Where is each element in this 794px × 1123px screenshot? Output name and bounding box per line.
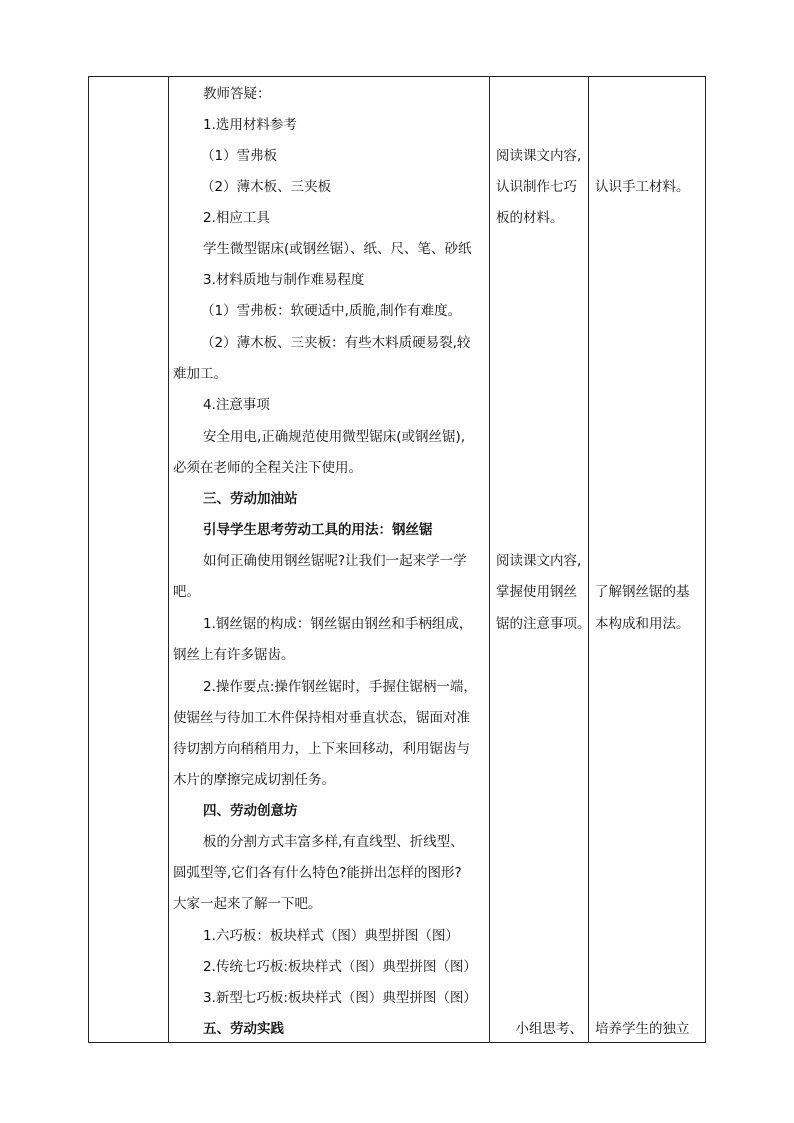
material-item-3b-line1: （2）薄木板、三夹板：有些木料质硬易裂,较 xyxy=(201,335,471,351)
material-item-1: 1.选用材料参考 xyxy=(203,117,297,133)
paragraph-2-line2: 钢丝上有许多锯齿。 xyxy=(173,647,295,663)
tangram-item-1: 1.六巧板：板块样式（图）典型拼图（图） xyxy=(203,928,459,944)
section-heading-4: 四、劳动创意坊 xyxy=(203,803,298,819)
material-item-3b-line2: 难加工。 xyxy=(173,366,227,382)
paragraph-3-line1: 2.操作要点:操作钢丝锯时，手握住锯柄一端， xyxy=(203,679,477,695)
material-item-3: 3.材料质地与制作难易程度 xyxy=(203,272,365,288)
student-activity-1-line3: 板的材料。 xyxy=(496,210,564,226)
design-intent-2-line1: 了解钢丝锯的基 xyxy=(595,584,690,600)
material-item-2-text: 学生微型锯床(或钢丝锯）、纸、尺、笔、砂纸 xyxy=(203,241,472,257)
paragraph-3-line2: 使锯丝与待加工木件保持相对垂直状态，锯面对准 xyxy=(173,710,470,726)
paragraph-4-line3: 大家一起来了解一下吧。 xyxy=(173,896,322,912)
student-activity-2-line3: 锯的注意事项。 xyxy=(496,616,591,632)
material-item-4-line2: 必须在老师的全程关注下使用。 xyxy=(173,460,362,476)
design-intent-3-line1: 培养学生的独立 xyxy=(595,1021,690,1037)
paragraph-1-line2: 吧。 xyxy=(173,584,200,600)
section-subheading-3: 引导学生思考劳动工具的用法：钢丝锯 xyxy=(203,522,433,538)
student-activity-2-line2: 掌握使用钢丝 xyxy=(496,584,577,600)
student-activity-3-line1: 小组思考、 xyxy=(515,1021,583,1037)
tangram-item-2: 2.传统七巧板:板块样式（图）典型拼图（图） xyxy=(203,959,477,975)
teacher-answer-heading: 教师答疑： xyxy=(203,86,271,102)
section-heading-5: 五、劳动实践 xyxy=(203,1021,284,1037)
paragraph-4-line1: 板的分割方式丰富多样,有直线型、折线型、 xyxy=(203,834,464,850)
student-activity-1-line1: 阅读课文内容, xyxy=(496,148,582,164)
column-divider-1 xyxy=(168,77,169,1042)
material-item-4-line1: 安全用电,正确规范使用微型锯床(或钢丝锯), xyxy=(203,429,466,445)
paragraph-3-line4: 木片的摩擦完成切割任务。 xyxy=(173,772,335,788)
student-activity-1-line2: 认识制作七巧 xyxy=(496,179,577,195)
column-divider-3 xyxy=(588,77,589,1042)
paragraph-2-line1: 1.钢丝锯的构成：钢丝锯由钢丝和手柄组成， xyxy=(203,616,473,632)
material-item-2: 2.相应工具 xyxy=(203,210,270,226)
student-activity-2-line1: 阅读课文内容, xyxy=(496,553,582,569)
material-item-1a: （1）雪弗板 xyxy=(201,148,278,164)
lesson-table xyxy=(88,76,706,1043)
section-heading-3: 三、劳动加油站 xyxy=(203,491,298,507)
material-item-1b: （2）薄木板、三夹板 xyxy=(201,179,332,195)
paragraph-1-line1: 如何正确使用钢丝锯呢?让我们一起来学一学 xyxy=(203,553,467,569)
tangram-item-3: 3.新型七巧板:板块样式（图）典型拼图（图） xyxy=(203,990,477,1006)
material-item-4: 4.注意事项 xyxy=(203,397,270,413)
column-divider-2 xyxy=(489,77,490,1042)
material-item-3a: （1）雪弗板：软硬适中,质脆,制作有难度。 xyxy=(201,303,462,319)
design-intent-2-line2: 本构成和用法。 xyxy=(595,616,690,632)
paragraph-3-line3: 待切割方向稍稍用力，上下来回移动，利用锯齿与 xyxy=(173,741,470,757)
paragraph-4-line2: 圆弧型等,它们各有什么特色?能拼出怎样的图形? xyxy=(173,865,462,881)
design-intent-1: 认识手工材料。 xyxy=(595,179,690,195)
